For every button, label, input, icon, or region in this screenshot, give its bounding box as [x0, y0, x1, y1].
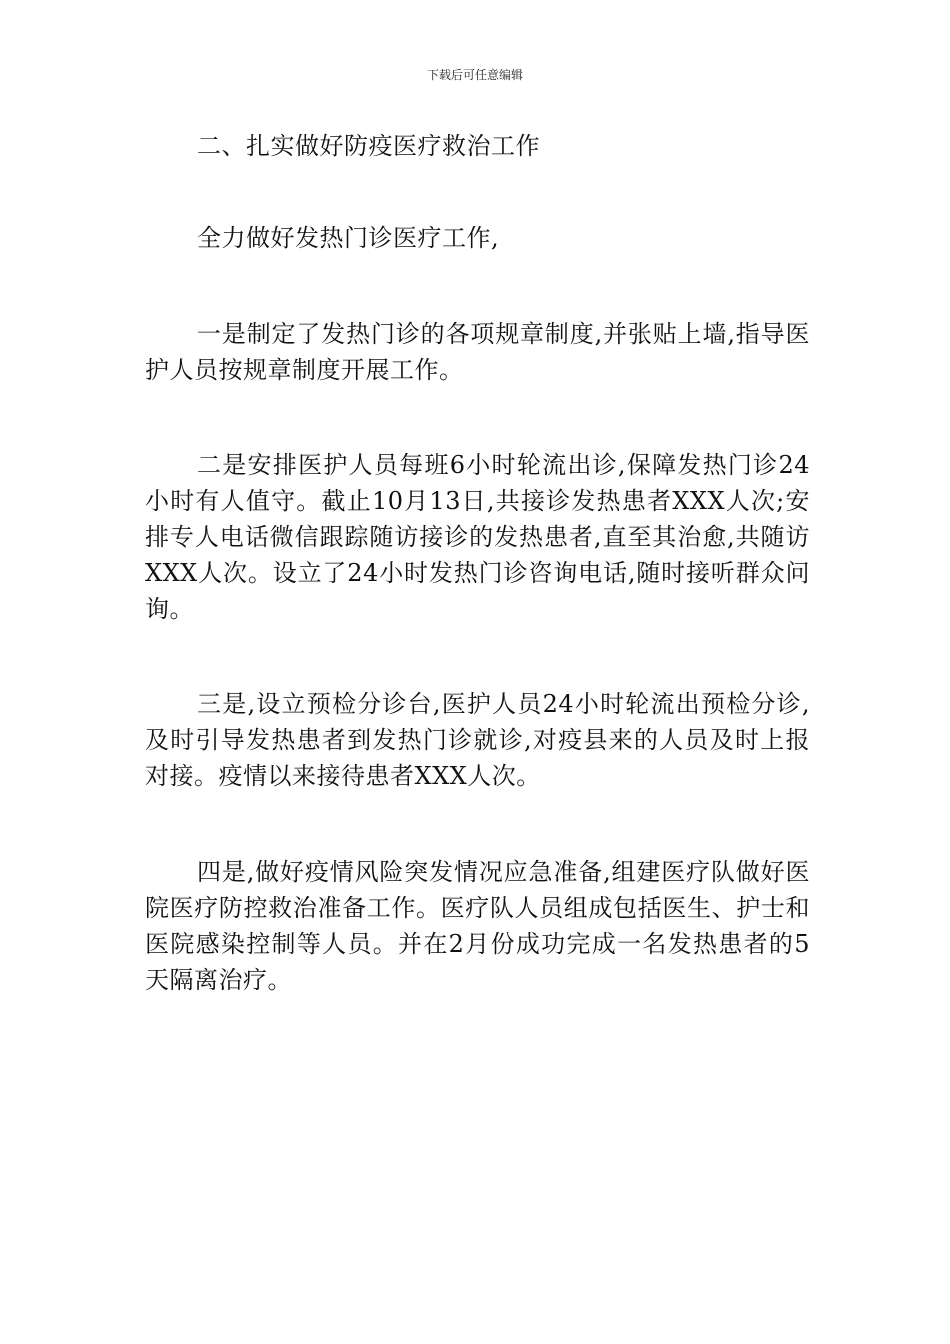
section-heading: 二、扎实做好防疫医疗救治工作: [197, 132, 540, 160]
paragraph-item-4: 四是,做好疫情风险突发情况应急准备,组建医疗队做好医院医疗防控救治准备工作。医疗队人员组成包括医生、护士和医院感染控制等人员。并在2月份成功完成一名发热患者的5天隔离治疗。: [145, 858, 810, 994]
document-body: [145, 128, 810, 998]
paragraph-item-1: 一是制定了发热门诊的各项规章制度,并张贴上墙,指导医护人员按规章制度开展工作。: [145, 320, 810, 384]
header-note: 下载后可任意编辑: [426, 68, 523, 82]
paragraph-intro: 全力做好发热门诊医疗工作,: [197, 224, 500, 252]
paragraph-item-2: 二是安排医护人员每班6小时轮流出诊,保障发热门诊24小时有人值守。截止10月13日,共接诊发热患者XXX人次;安排专人电话微信跟踪随访接诊的发热患者,直至其治愈,共随访XXX人次。设立了24小时发热门诊咨询电话,随时接听群众问询。: [145, 451, 810, 623]
paragraph-item-3: 三是,设立预检分诊台,医护人员24小时轮流出预检分诊,及时引导发热患者到发热门诊就诊,对疫县来的人员及时上报对接。疫情以来接待患者XXX人次。: [145, 690, 810, 790]
